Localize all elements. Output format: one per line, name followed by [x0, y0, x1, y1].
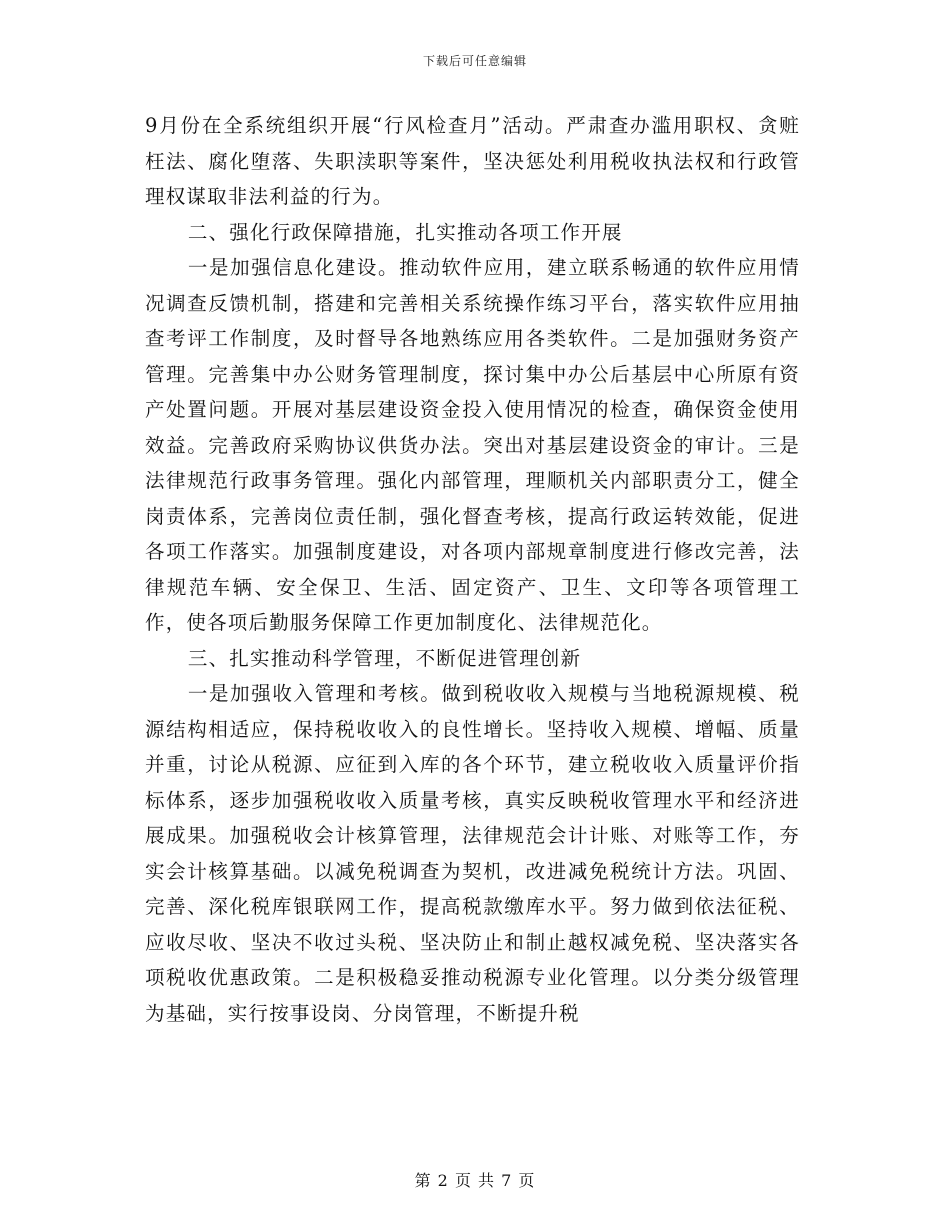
page-header-note: 下载后可任意编辑	[422, 54, 527, 68]
section-heading-3: 三、扎实推动科学管理，不断促进管理创新	[187, 646, 582, 670]
section-heading-2: 二、强化行政保障措施，扎实推动各项工作开展	[187, 220, 623, 244]
paragraph-revenue-management: 一是加强收入管理和考核。做到税收收入规模与当地税源规模、税源结构相适应，保持税收收入的良性增长。坚持收入规模、增幅、质量并重，讨论从税源、应征到入库的各个环节，建立税收收入质量评价指标体系，逐步加强税收收入质量考核，真实反映税收管理水平和经济进展成果。加强税收会计核算管理，法律规范会计计账、对账等工作，夯实会计核算基础。以减免税调查为契机，改进减免税统计方法。巩固、完善、深化税库银联网工作，提高税款缴库水平。努力做到依法征税、应收尽收、坚决不收过头税、坚决防止和制止越权减免税、坚决落实各项税收优惠政策。二是积极稳妥推动税源专业化管理。以分类分级管理为基础，实行按事设岗、分岗管理，不断提升税	[145, 682, 800, 1025]
paragraph-continuation: 9月份在全系统组织开展“行风检查月”活动。严肃查办滥用职权、贪赃枉法、腐化堕落、失职渎职等案件，坚决惩处利用税收执法权和行政管理权谋取非法利益的行为。	[145, 114, 800, 208]
page-number-label: 第 2 页 共 7 页	[414, 1171, 536, 1190]
page-footer	[0, 1168, 950, 1191]
document-body	[145, 108, 800, 1031]
paragraph-admin-support: 一是加强信息化建设。推动软件应用，建立联系畅通的软件应用情况调查反馈机制，搭建和完善相关系统操作练习平台，落实软件应用抽查考评工作制度，及时督导各地熟练应用各类软件。二是加强财务资产管理。完善集中办公财务管理制度，探讨集中办公后基层中心所原有资产处置问题。开展对基层建设资金投入使用情况的检查，确保资金使用效益。完善政府采购协议供货办法。突出对基层建设资金的审计。三是法律规范行政事务管理。强化内部管理，理顺机关内部职责分工，健全岗责体系，完善岗位责任制，强化督查考核，提高行政运转效能，促进各项工作落实。加强制度建设，对各项内部规章制度进行修改完善，法律规范车辆、安全保卫、生活、固定资产、卫生、文印等各项管理工作，使各项后勤服务保障工作更加制度化、法律规范化。	[145, 256, 800, 634]
